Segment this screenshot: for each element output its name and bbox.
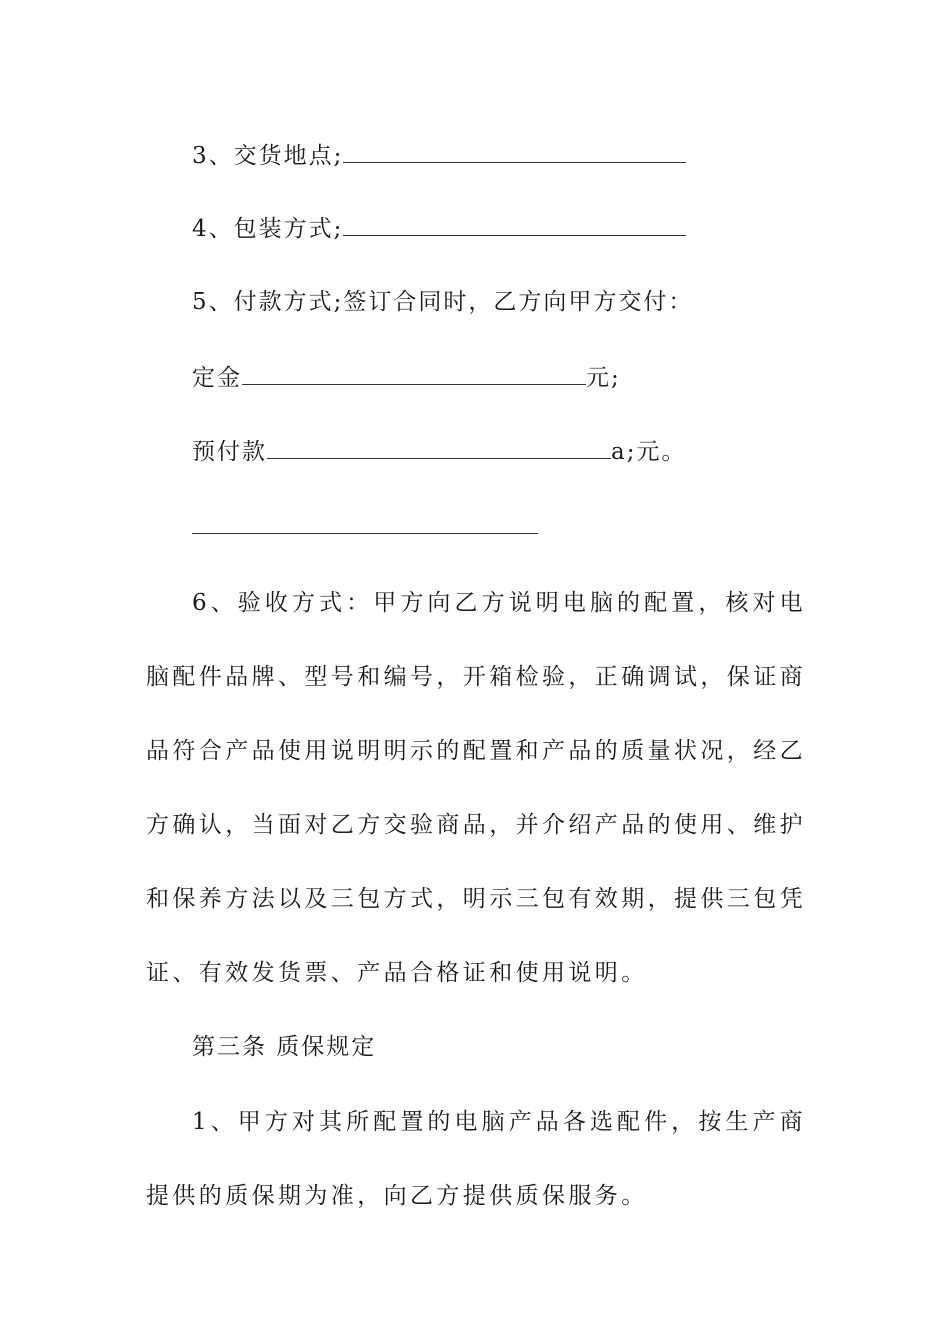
deposit-blank: [242, 362, 586, 385]
warranty-clause-1: 1、甲方对其所配置的电脑产品各选配件，按生产商提供的质保期为准，向乙方提供质保服务。: [146, 1109, 806, 1209]
payment-line: [192, 287, 693, 317]
section-heading: [192, 1032, 376, 1062]
prepay-unit: a;元。: [611, 439, 687, 465]
acceptance-paragraph: 6、验收方式：甲方向乙方说明电脑的配置，核对电脑配件品牌、型号和编号，开箱检验，正确调试，保证商品符合产品使用说明明示的配置和产品的质量状况，经乙方确认，当面对乙方交验商品，并介绍产品的使用、维护和保养方法以及三包方式，明示三包有效期，提供三包凭证、有效发货票、产品合格证和使用说明。: [146, 590, 806, 986]
packaging-label: 4、包装方式;: [192, 216, 344, 242]
packaging-line: [192, 213, 686, 244]
delivery-place-label: 3、交货地点;: [192, 143, 344, 169]
delivery-place-blank: [343, 140, 686, 163]
deposit-line: [192, 362, 621, 393]
prepay-blank: [267, 436, 611, 459]
extra-blank-line: [192, 533, 538, 534]
packaging-blank: [343, 213, 686, 236]
payment-label: 5、付款方式;签订合同时，乙方向甲方交付：: [192, 289, 694, 315]
deposit-label: 定金: [192, 365, 242, 391]
prepay-line: [192, 436, 686, 467]
prepay-label: 预付款: [192, 439, 267, 465]
deposit-unit: 元;: [586, 365, 621, 391]
section3-heading: 第三条 质保规定: [192, 1034, 377, 1060]
delivery-place-line: [192, 140, 686, 171]
